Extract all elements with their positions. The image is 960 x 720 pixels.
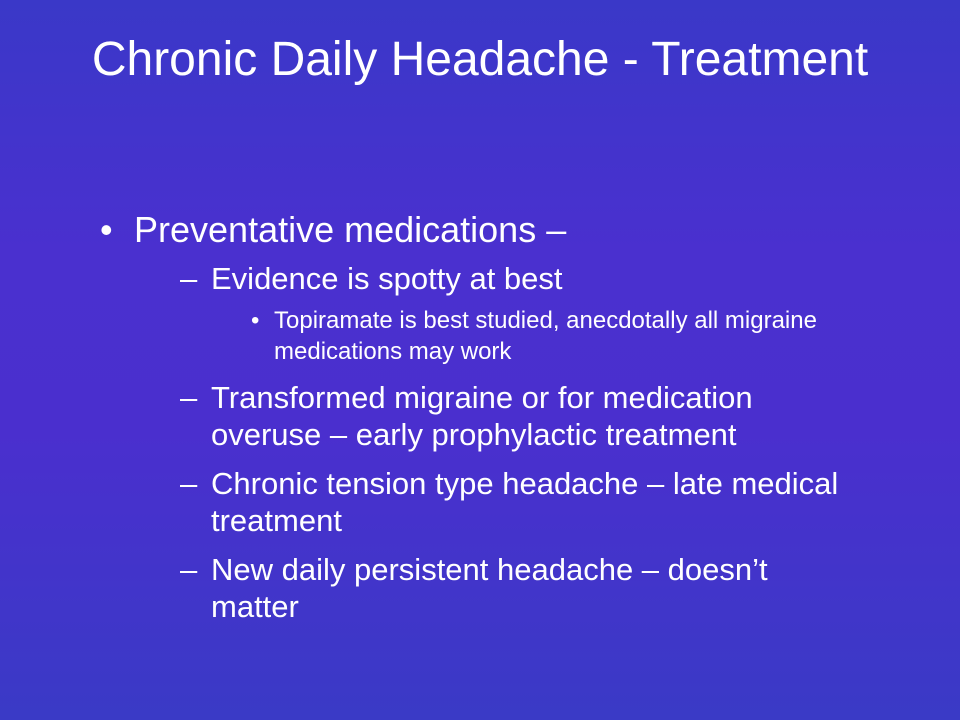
- slide-title: Chronic Daily Headache - Treatment: [91, 33, 869, 86]
- dash-marker: –: [180, 380, 198, 415]
- sub-bullet-evidence: [174, 260, 860, 367]
- dash-marker: –: [180, 552, 198, 587]
- sub-bullet-text: New daily persistent headache – doesn’t matter: [211, 552, 768, 624]
- bullet-item-preventative-medications: [100, 208, 860, 625]
- sub-bullet-text: Transformed migraine or for medication overuse – early prophylactic treatment: [211, 380, 753, 452]
- sub-sub-bullet-list: [211, 305, 860, 367]
- sub-bullet-chronic-tension: [174, 465, 860, 539]
- bullet-marker: •: [100, 209, 113, 250]
- dash-marker: –: [180, 466, 198, 501]
- sub-bullet-new-daily-persistent: [174, 551, 860, 625]
- sub-bullet-text: Chronic tension type headache – late medical treatment: [211, 466, 839, 538]
- bullet-text: Preventative medications –: [134, 209, 567, 250]
- sub-bullet-text: Evidence is spotty at best: [211, 261, 563, 296]
- bullet-marker: •: [251, 307, 260, 334]
- sub-bullet-list: [134, 260, 860, 625]
- sub-bullet-transformed-migraine: [174, 379, 860, 453]
- sub-sub-bullet-topiramate: [249, 305, 860, 367]
- sub-sub-bullet-text: Topiramate is best studied, anecdotally all migraine medications may work: [274, 307, 817, 365]
- dash-marker: –: [180, 261, 198, 296]
- bullet-list: [100, 208, 860, 625]
